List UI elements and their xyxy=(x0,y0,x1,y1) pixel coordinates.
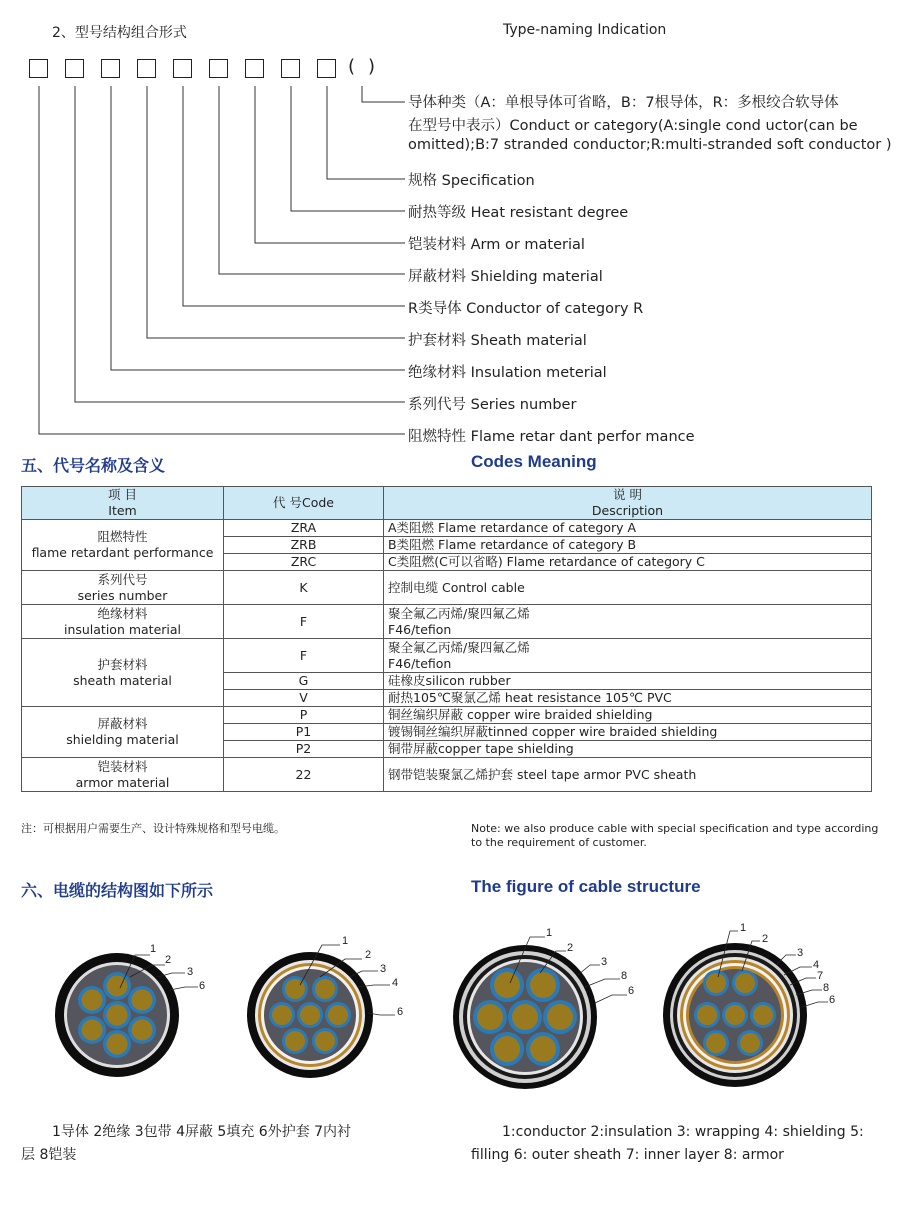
code-cell: ZRA xyxy=(224,520,384,537)
desc-cell: 镀锡铜丝编织屏蔽tinned copper wire braided shielding xyxy=(384,724,872,741)
fig-c-label-1: 1 xyxy=(546,927,553,939)
structure-title-cn: 六、电缆的结构图如下所示 xyxy=(21,881,214,900)
legend-cn-line1: 1导体 2绝缘 3包带 4屏蔽 5填充 6外护套 7内衬 xyxy=(52,1124,352,1140)
naming-item-conductor-line3: omitted);B:7 stranded conductor;R:multi-stranded soft conductor ) xyxy=(408,137,892,153)
naming-item-series: 系列代号 Series number xyxy=(408,397,577,413)
desc-cell: 聚全氟乙丙烯/聚四氟乙烯 F46/tefion xyxy=(384,639,872,673)
naming-item-conductor-r: R类导体 Conductor of category R xyxy=(408,301,644,317)
code-cell: F xyxy=(224,639,384,673)
naming-item-heat-resistant: 耐热等级 Heat resistant degree xyxy=(408,205,629,221)
table-row xyxy=(22,639,872,673)
fig-d-label-8: 8 xyxy=(823,982,830,994)
desc-cell: B类阻燃 Flame retardance of category B xyxy=(384,537,872,554)
codes-title-en: Codes Meaning xyxy=(471,452,597,471)
legend-cn xyxy=(21,1121,441,1167)
fig-a-label-6: 6 xyxy=(199,980,206,992)
code-cell: 22 xyxy=(224,758,384,792)
table-header-row xyxy=(22,487,872,520)
naming-item-conductor-line1: 导体种类（A：单根导体可省略，B：7根导体，R：多根绞合软导体 xyxy=(408,95,839,111)
fig-a-label-1: 1 xyxy=(150,943,157,955)
code-cell: ZRC xyxy=(224,554,384,571)
table-row xyxy=(22,758,872,792)
codes-title-cn: 五、代号名称及含义 xyxy=(21,456,166,475)
legend-cn-line2: 层 8铠装 xyxy=(21,1147,77,1163)
legend-en-line1: 1:conductor 2:insulation 3: wrapping 4: shielding 5: xyxy=(502,1124,864,1140)
naming-item-armor: 铠装材料 Arm or material xyxy=(408,237,585,253)
fig-b-label-4: 4 xyxy=(392,977,399,989)
code-cell: V xyxy=(224,690,384,707)
group-armor: 铠装材料 armor material xyxy=(22,758,224,792)
fig-d-label-3: 3 xyxy=(797,947,804,959)
cable-figure-c xyxy=(453,927,634,1089)
cable-structure-figures xyxy=(0,915,900,1110)
fig-c-label-6: 6 xyxy=(628,985,635,997)
fig-c-label-2: 2 xyxy=(567,942,574,954)
naming-item-sheath: 护套材料 Sheath material xyxy=(408,333,587,349)
desc-cell: C类阻燃(C可以省略) Flame retardance of category C xyxy=(384,554,872,571)
naming-title-en: Type-naming Indication xyxy=(503,22,667,38)
codes-table xyxy=(21,486,872,792)
fig-d-label-2: 2 xyxy=(762,933,769,945)
group-insulation: 绝缘材料 insulation material xyxy=(22,605,224,639)
note-cn: 注：可根据用户需要生产、设计特殊规格和型号电缆。 xyxy=(21,822,285,835)
desc-cell: 硅橡皮silicon rubber xyxy=(384,673,872,690)
group-series: 系列代号 series number xyxy=(22,571,224,605)
close-paren: ) xyxy=(368,56,376,77)
naming-item-conductor-line2: 在型号中表示）Conduct or category(A:single cond uctor(can be xyxy=(408,118,858,134)
code-cell: F xyxy=(224,605,384,639)
naming-item-insulation: 绝缘材料 Insulation meterial xyxy=(408,365,607,381)
table-row xyxy=(22,605,872,639)
desc-cell: 耐热105℃聚氯乙烯 heat resistance 105℃ PVC xyxy=(384,690,872,707)
fig-d-label-6: 6 xyxy=(829,994,836,1006)
open-paren: ( xyxy=(348,56,356,77)
header-item: 项 目 Item xyxy=(22,487,224,520)
desc-cell: 铜丝编织屏蔽 copper wire braided shielding xyxy=(384,707,872,724)
structure-title-en: The figure of cable structure xyxy=(471,877,701,896)
table-row xyxy=(22,571,872,605)
fig-d-label-7: 7 xyxy=(817,970,824,982)
group-shielding: 屏蔽材料 shielding material xyxy=(22,707,224,758)
code-cell: G xyxy=(224,673,384,690)
fig-b-label-2: 2 xyxy=(365,949,372,961)
code-cell: K xyxy=(224,571,384,605)
desc-cell: 钢带铠装聚氯乙烯护套 steel tape armor PVC sheath xyxy=(384,758,872,792)
table-row xyxy=(22,707,872,724)
fig-b-label-6: 6 xyxy=(397,1006,404,1018)
fig-c-label-8: 8 xyxy=(621,970,628,982)
legend-en xyxy=(471,1121,881,1167)
naming-title-cn: 2、型号结构组合形式 xyxy=(52,25,187,41)
fig-b-label-3: 3 xyxy=(380,963,387,975)
fig-d-label-1: 1 xyxy=(740,922,747,934)
cable-figure-d xyxy=(663,922,835,1087)
desc-cell: A类阻燃 Flame retardance of category A xyxy=(384,520,872,537)
note-en: Note: we also produce cable with special specification and type according to the requirement of customer. xyxy=(471,822,879,849)
code-cell: P xyxy=(224,707,384,724)
fig-a-label-2: 2 xyxy=(165,954,172,966)
fig-d-label-4: 4 xyxy=(813,959,820,971)
code-cell: P1 xyxy=(224,724,384,741)
naming-item-specification: 规格 Specification xyxy=(408,173,535,189)
fig-b-label-1: 1 xyxy=(342,935,349,947)
fig-c-label-3: 3 xyxy=(601,956,608,968)
naming-connector-lines xyxy=(0,0,420,445)
code-cell: P2 xyxy=(224,741,384,758)
legend-en-line2: filling 6: outer sheath 7: inner layer 8: armor xyxy=(471,1147,784,1163)
table-row xyxy=(22,520,872,537)
fig-a-label-3: 3 xyxy=(187,966,194,978)
cable-figure-b xyxy=(247,935,403,1078)
header-code: 代 号Code xyxy=(224,487,384,520)
header-description: 说 明 Description xyxy=(384,487,872,520)
group-flame: 阻燃特性 flame retardant performance xyxy=(22,520,224,571)
cable-figure-a xyxy=(55,943,205,1077)
naming-item-flame: 阻燃特性 Flame retar dant perfor mance xyxy=(408,429,695,445)
desc-cell: 铜带屏蔽copper tape shielding xyxy=(384,741,872,758)
group-sheath: 护套材料 sheath material xyxy=(22,639,224,707)
code-cell: ZRB xyxy=(224,537,384,554)
desc-cell: 控制电缆 Control cable xyxy=(384,571,872,605)
naming-item-shielding: 屏蔽材料 Shielding material xyxy=(408,269,603,285)
desc-cell: 聚全氟乙丙烯/聚四氟乙烯 F46/tefion xyxy=(384,605,872,639)
